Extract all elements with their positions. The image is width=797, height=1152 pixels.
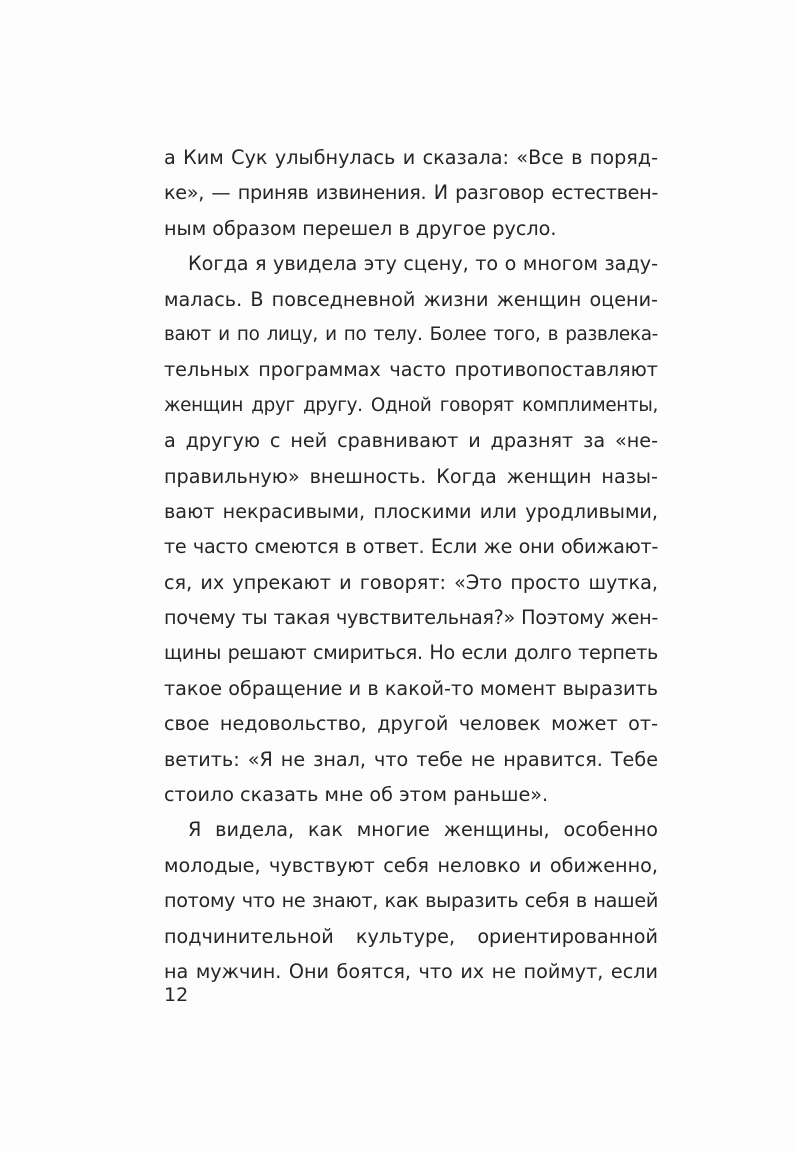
text-line: щины решают смириться. Но если долго терпеть — [164, 641, 658, 665]
text-line: правильную» внешность. Когда женщин назы- — [164, 464, 658, 488]
text-line: свое недовольство, другой человек может от- — [164, 712, 658, 736]
text-line: ке», — приняв извинения. И разговор естествен- — [164, 181, 658, 205]
text-line: женщин друг другу. Одной говорят комплименты, — [164, 394, 658, 416]
text-line: на мужчин. Они боятся, что их не поймут, если — [164, 959, 658, 983]
text-line: а Ким Сук улыбнулась и сказала: «Все в поряд- — [164, 146, 658, 169]
text-line: Я видела, как многие женщины, особенно — [188, 818, 658, 842]
text-line: подчинительной культуре, ориентированной — [164, 924, 658, 948]
text-line: Когда я увидела эту сцену, то о многом заду- — [188, 252, 658, 276]
text-line: вают и по лицу, и по телу. Более того, в развлека- — [164, 323, 658, 345]
text-line: а другую с ней сравнивают и дразнят за «не- — [164, 429, 658, 453]
text-line: ся, их упрекают и говорят: «Это просто шутка, — [164, 570, 658, 594]
text-line: молодые, чувствуют себя неловко и обиженно, — [164, 853, 658, 877]
text-line: ветить: «Я не знал, что тебе не нравится. Тебе — [164, 747, 658, 771]
text-line: такое обращение и в какой-то момент выразить — [164, 676, 658, 700]
text-line: тельных программах часто противопоставляют — [164, 358, 658, 382]
body-text — [164, 140, 658, 989]
text-line: стоило сказать мне об этом раньше». — [164, 783, 549, 807]
text-line: почему ты такая чувствительная?» Поэтому жен- — [164, 606, 658, 630]
text-line: те часто смеются в ответ. Если же они обижают- — [164, 535, 658, 559]
page-number: 12 — [164, 984, 189, 1006]
text-line: вают некрасивыми, плоскими или уродливыми, — [164, 499, 658, 523]
text-line: ным образом перешел в другое русло. — [164, 216, 557, 240]
text-line: малась. В повседневной жизни женщин оцени- — [164, 287, 658, 311]
text-line: потому что не знают, как выразить себя в нашей — [164, 889, 658, 913]
